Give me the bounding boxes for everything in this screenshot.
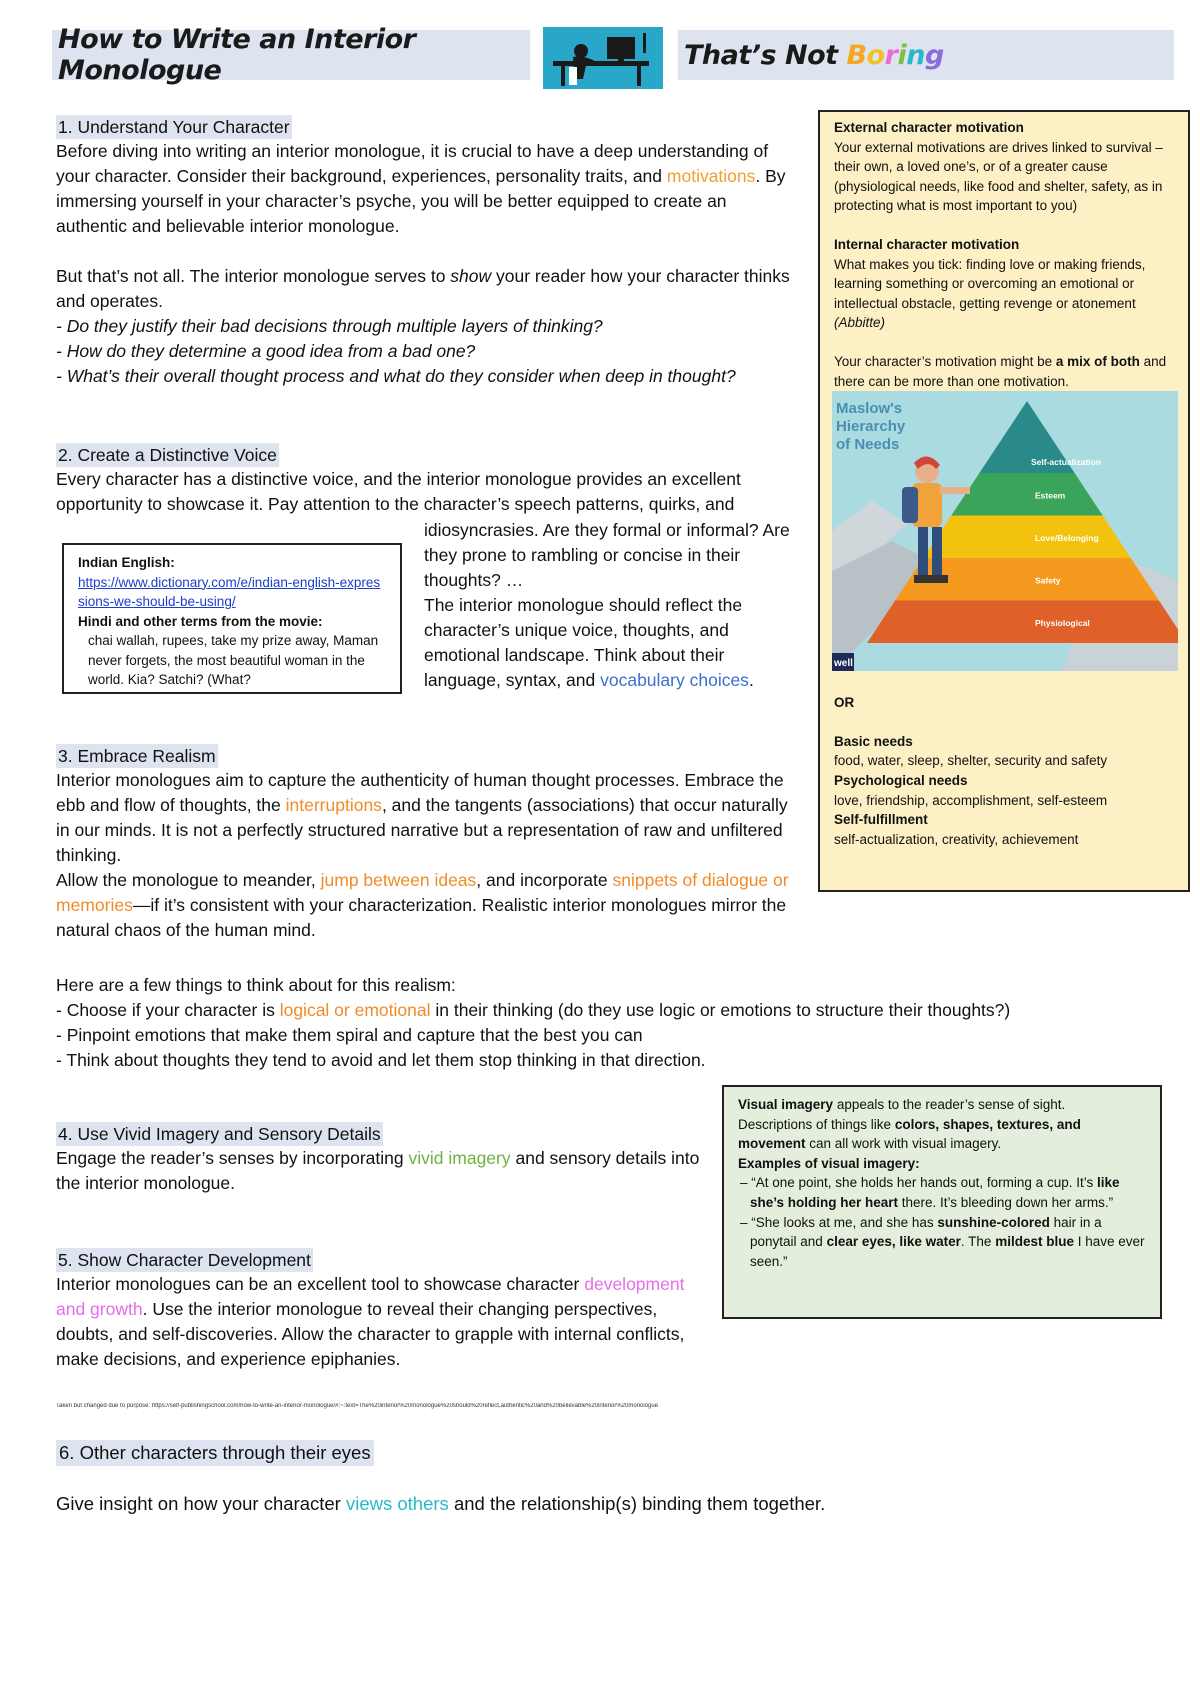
maslow-title-line-3: of Needs — [836, 436, 900, 454]
basic-needs-title: Basic needs — [834, 733, 913, 749]
motivation-box — [818, 110, 1190, 892]
visual-example-2: – “She looks at me, and she has sunshine-colored hair in a ponytail and clear eyes, like water. The mildest blue I have ever seen.” — [740, 1214, 1145, 1269]
highlight-views-others: views others — [345, 1493, 449, 1514]
internal-motivation-text: What makes you tick: finding love or making friends, learning something or overcoming an emotional or intellectual obstacle, getting revenge or atonement (Abbitte) — [834, 256, 1146, 331]
section-2 — [56, 443, 796, 517]
section-3 — [56, 744, 796, 943]
section-6-heading: 6. Other characters through their eyes — [56, 1440, 374, 1466]
pyramid-level-label: Safety — [1035, 575, 1061, 586]
section-2-paragraph-3: The interior monologue should reflect the character’s unique voice, thoughts, and emotional landscape. Think about their language, syntax, and vocabulary choices. — [424, 595, 754, 690]
highlight-jump: jump between ideas — [320, 870, 477, 890]
self-fulfillment-title: Self-fulfillment — [834, 812, 928, 828]
subtitle-boring-word — [846, 40, 943, 71]
pyramid-level-label: Esteem — [1035, 490, 1066, 501]
question-1: - Do they justify their bad decisions through multiple layers of thinking? — [56, 316, 603, 336]
page-title: How to Write an Interior Monologue — [58, 24, 416, 86]
internal-motivation-title: Internal character motivation — [834, 236, 1020, 252]
section-1-paragraph-1: Before diving into writing an interior monologue, it is crucial to have a deep understanding of your character. Consider their background, experiences, personality traits, and motivations. By immersing yourself in your character’s psyche, you will be better equipped to create an authentic and believable interior monologue. — [56, 141, 786, 236]
section-5 — [56, 1248, 716, 1372]
realism-list — [56, 973, 1166, 1073]
person-at-desk-icon — [543, 27, 663, 89]
pyramid-level — [867, 601, 1178, 644]
section-2-heading: 2. Create a Distinctive Voice — [58, 445, 277, 465]
pyramid-level-label: Love/Belonging — [1035, 532, 1099, 543]
boring-letter: o — [866, 39, 885, 71]
visual-examples-title: Examples of visual imagery: — [738, 1155, 920, 1171]
boring-letter: n — [906, 39, 925, 71]
section-2-paragraph-1: Every character has a distinctive voice, and the interior monologue provides an excellent opportunity to showcase it. Pay attention to the character’s speech patterns, quirks, and — [56, 469, 741, 514]
section-5-heading: 5. Show Character Development — [58, 1250, 311, 1270]
external-motivation-text: Your external motivations are drives linked to survival – their own, a loved one’s, or of a greater cause (physiological needs, like food and shelter, safety, as in protecting what is most important to you) — [834, 139, 1163, 214]
maslow-pyramid-image — [832, 391, 1178, 671]
psychological-needs-text: love, friendship, accomplishment, self-esteem — [834, 792, 1108, 808]
visual-desc: Descriptions of things like colors, shapes, textures, and movement can all work with visual imagery. — [738, 1116, 1081, 1152]
psychological-needs-title: Psychological needs — [834, 772, 968, 788]
pyramid-level-label: Physiological — [1035, 617, 1090, 628]
brand-logo: well — [834, 658, 853, 670]
highlight-development: development and growth — [56, 1274, 685, 1319]
question-2: - How do they determine a good idea from a bad one? — [56, 341, 476, 361]
boring-letter: g — [924, 39, 944, 71]
visual-example-1: – “At one point, she holds her hands out, forming a cup. It’s like she’s holding her heart there. It’s bleeding down her arms.” — [740, 1175, 1120, 1210]
section-5-paragraph: Interior monologues can be an excellent tool to showcase character development and growth. Use the interior monologue to reveal their changing perspectives, doubts, and self-discoveries. Allow the character to grapple with internal conflicts, make decisions, and experience epiphanies. — [56, 1274, 685, 1369]
highlight-motivations: motivations — [666, 166, 756, 186]
section-4 — [56, 1122, 716, 1196]
title-left-box — [52, 24, 530, 86]
subtitle-prefix: That’s Not — [684, 39, 847, 71]
external-motivation-title: External character motivation — [834, 120, 1024, 135]
indian-english-title: Indian English: — [78, 555, 175, 570]
basic-needs-text: food, water, sleep, shelter, security and safety — [834, 753, 1108, 769]
section-6 — [56, 1440, 1166, 1516]
section-1-paragraph-2: But that’s not all. The interior monologue serves to show your reader how your character thinks and operates. — [56, 266, 790, 311]
boring-letter: B — [846, 39, 867, 71]
section-4-heading: 4. Use Vivid Imagery and Sensory Details — [58, 1124, 381, 1144]
visual-def: Visual imagery appeals to the reader’s sense of sight. — [738, 1097, 1066, 1112]
realism-intro: Here are a few things to think about for this realism: — [56, 975, 456, 995]
section-3-paragraph-1: Interior monologues aim to capture the authenticity of human thought processes. Embrace the ebb and flow of thoughts, the interruptions, and the tangents (associations) that occur naturally in our minds. It is not a perfectly structured narrative but a representation of raw and unfiltered thinking. — [56, 770, 788, 865]
question-3: - What’s their overall thought process and what do they consider when deep in thought? — [56, 366, 736, 386]
section-2-paragraph-2: idiosyncrasies. Are they formal or informal? Are they prone to rambling or concise in their thoughts? … — [424, 520, 790, 590]
section-1-heading: 1. Understand Your Character — [58, 117, 290, 137]
title-right-box — [678, 30, 1174, 80]
boring-letter: i — [897, 39, 907, 71]
visual-imagery-box — [722, 1085, 1162, 1319]
realism-bullet-2: - Pinpoint emotions that make them spiral and capture that the best you can — [56, 1025, 643, 1045]
highlight-vocabulary: vocabulary choices — [600, 670, 749, 690]
self-fulfillment-text: self-actualization, creativity, achievement — [834, 831, 1079, 847]
section-3-paragraph-2: Allow the monologue to meander, jump between ideas, and incorporate snippets of dialogue or memories—if it’s consistent with your characterization. Realistic interior monologues mirror the natural chaos of the human mind. — [56, 870, 789, 940]
source-line: Taken but changed due to purpose: https://self-publishingschool.com/how-to-write-an-interior-monologue/#:~:text=The%20interior%20monologue%20should%20reflect,authentic%20and%20believable%20interior%20monologue — [56, 1403, 659, 1409]
or-label: OR — [834, 695, 855, 711]
hindi-terms-title: Hindi and other terms from the movie: — [78, 613, 323, 629]
maslow-title-line-1: Maslow's — [836, 400, 903, 418]
realism-bullet-3: - Think about thoughts they tend to avoid and let them stop thinking in that direction. — [56, 1050, 706, 1070]
section-4-paragraph: Engage the reader’s senses by incorporating vivid imagery and sensory details into the interior monologue. — [56, 1148, 700, 1193]
pyramid-level — [923, 516, 1131, 559]
section-3-heading: 3. Embrace Realism — [58, 746, 216, 766]
section-1 — [56, 115, 796, 389]
highlight-logical: logical or emotional — [279, 1000, 431, 1020]
highlight-snippets: snippets of dialogue or memories — [56, 870, 789, 915]
hindi-terms: chai wallah, rupees, take my prize away, Maman never forgets, the most beautiful woman in the world. Kia? Satchi? (What? — [88, 633, 379, 687]
pyramid-level-label: Self-actualization — [1031, 457, 1101, 468]
section-2-right-text — [424, 518, 804, 693]
indian-english-link[interactable]: https://www.dictionary.com/e/indian-english-expressions-we-should-be-using/ — [78, 574, 381, 609]
realism-bullet-1: - Choose if your character is logical or emotional in their thinking (do they use logic or emotions to structure their thoughts?) — [56, 1000, 1011, 1020]
indian-english-box — [62, 543, 402, 694]
maslow-title-line-2: Hierarchy — [836, 418, 906, 436]
section-6-paragraph: Give insight on how your character views others and the relationship(s) binding them together. — [56, 1493, 826, 1514]
pyramid-level — [951, 473, 1102, 516]
motivation-mix-text: Your character’s motivation might be a mix of both and there can be more than one motivation. — [834, 353, 1167, 389]
boring-letter: r — [884, 39, 898, 71]
highlight-vivid-imagery: vivid imagery — [408, 1148, 511, 1168]
highlight-interruptions: interruptions — [285, 795, 382, 815]
